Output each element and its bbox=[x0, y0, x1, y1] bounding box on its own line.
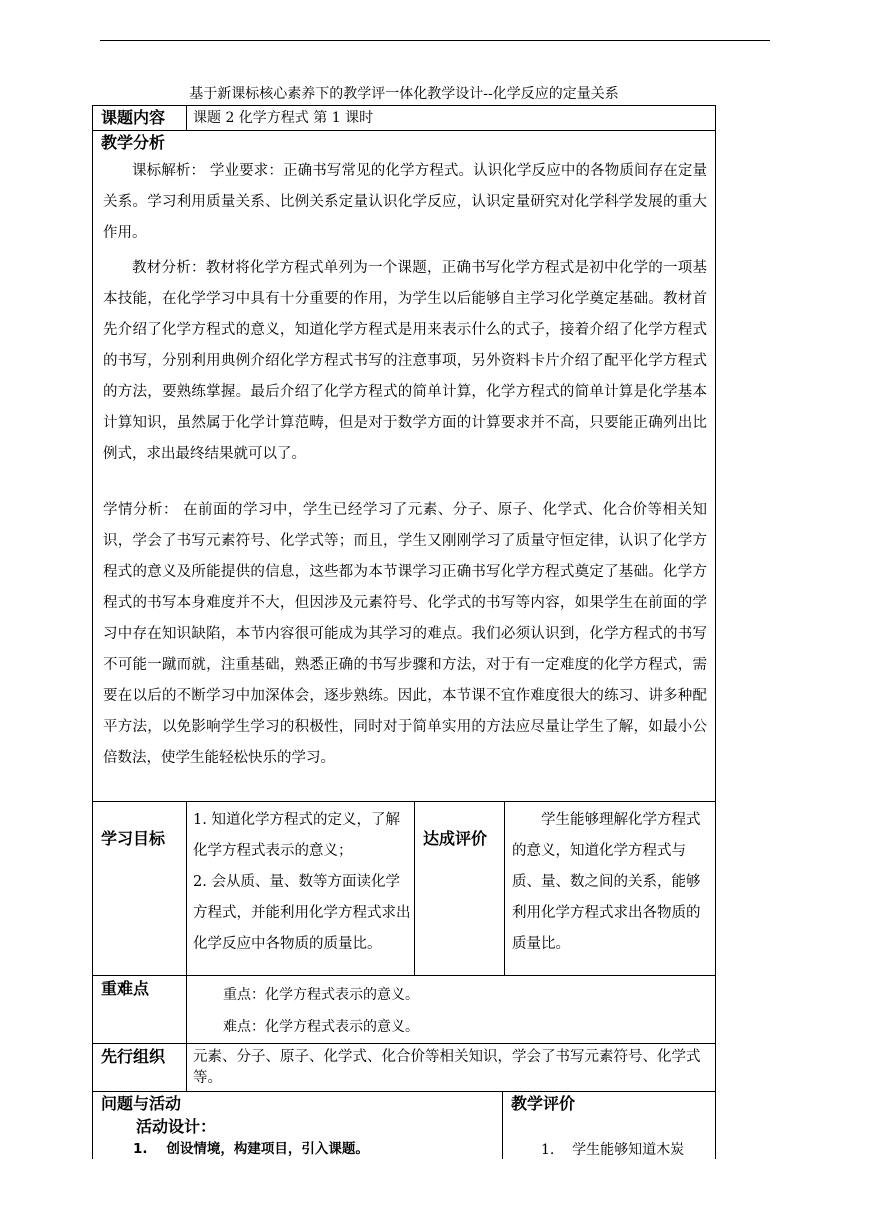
textbook-analysis: 教材分析：教材将化学方程式单列为一个课题，正确书写化学方程式是初中化学的一项基本技能，在化学学习中具有十分重要的作用，为学生以后能够自主学习化学奠定基础。教材首先介绍了化学方程式的意义，知道化学方程式是用来表示什么的式子，接着介绍了化学方程式的书写，分别利用典例介绍化学方程式书写的注意事项，另外资料卡片介绍了配平化学方程式的方法，要熟练掌握。最后介绍了化学方程式的简单计算，化学方程式的简单计算是化学基本计算知识，虽然属于化学计算范畴，但是对于数学方面的计算要求并不高，只要能正确列出比例式，求出最终结果就可以了。 bbox=[103, 260, 707, 462]
key-label: 重难点 bbox=[101, 979, 150, 998]
teaching-eval-label: 教学评价 bbox=[511, 1094, 576, 1113]
activities-divider bbox=[502, 1091, 503, 1159]
row-divider-5 bbox=[93, 1091, 715, 1092]
goals-divider-1 bbox=[186, 801, 187, 975]
curriculum-analysis: 课标解析： 学业要求：正确书写常见的化学方程式。认识化学反应中的各物质间存在定量关系。学习利用质量关系、比例关系定量认识化学反应，认识定量研究对化学科学发展的重大作用。 bbox=[103, 163, 707, 241]
lesson-plan-table bbox=[92, 105, 716, 1159]
key-difficulty: 难点：化学方程式表示的意义。 bbox=[223, 1019, 419, 1035]
document-title: 基于新课标核心素养下的教学评一体化教学设计--化学反应的定量关系 bbox=[189, 86, 619, 102]
goals-divider-3 bbox=[504, 801, 505, 975]
header-rule bbox=[100, 40, 770, 41]
activities-label: 问题与活动 bbox=[101, 1094, 182, 1113]
teaching-eval-item-1: 1. 学生能够知道木炭 bbox=[541, 1142, 685, 1158]
activity-item-1: 1. 创设情境，构建项目，引入课题。 bbox=[133, 1141, 369, 1157]
topic-divider bbox=[186, 106, 187, 130]
analysis-heading: 教学分析 bbox=[101, 133, 166, 152]
achievement-eval-label: 达成评价 bbox=[423, 829, 488, 848]
student-analysis: 学情分析： 在前面的学习中，学生已经学习了元素、分子、原子、化学式、化合价等相关知识，学会了书写元素符号、化学式等；而且，学生又刚刚学习了质量守恒定律，认识了化学方程式的意义及所能提供的信息，这些都为本节课学习正确书写化学方程式奠定了基础。化学方程式的书写本身难度并不大，但因涉及元素符号、化学式的书写等内容，如果学生在前面的学习中存在知识缺陷，本节内容很可能成为其学习的难点。我们必须认识到，化学方程式的书写不可能一蹴而就，注重基础，熟悉正确的书写步骤和方法，对于有一定难度的化学方程式，需要在以后的不断学习中加深体会，逐步熟练。因此，本节课不宜作难度很大的练习、讲多种配平方法，以免影响学生学习的积极性，同时对于简单实用的方法应尽量让学生了解，如最小公倍数法，使学生能轻松快乐的学习。 bbox=[103, 502, 707, 766]
topic-label: 课题内容 bbox=[101, 108, 166, 127]
goals-label: 学习目标 bbox=[101, 829, 166, 848]
prior-label: 先行组织 bbox=[101, 1047, 166, 1066]
topic-value: 课题 2 化学方程式 第 1 课时 bbox=[193, 110, 374, 126]
goals-divider-2 bbox=[414, 801, 415, 975]
activity-design-label: 活动设计： bbox=[136, 1117, 217, 1136]
goals-text: 1. 知道化学方程式的定义，了解化学方程式表示的意义； 2. 会从质、量、数等方面读化学方程式，并能利用化学方程式求出化学反应中各物质的质量比。 bbox=[193, 812, 411, 952]
key-focus: 重点：化学方程式表示的意义。 bbox=[223, 987, 419, 1003]
achievement-eval-text: 学生能够理解化学方程式的意义，知道化学方程式与质、量、数之间的关系，能够利用化学方程式求出各物质的质量比。 bbox=[512, 812, 701, 952]
prior-text: 元素、分子、原子、化学式、化合价等相关知识，学会了书写元素符号、化学式等。 bbox=[193, 1049, 701, 1086]
row-divider-1 bbox=[93, 130, 715, 131]
prior-divider bbox=[186, 1043, 187, 1091]
key-divider bbox=[186, 975, 187, 1043]
